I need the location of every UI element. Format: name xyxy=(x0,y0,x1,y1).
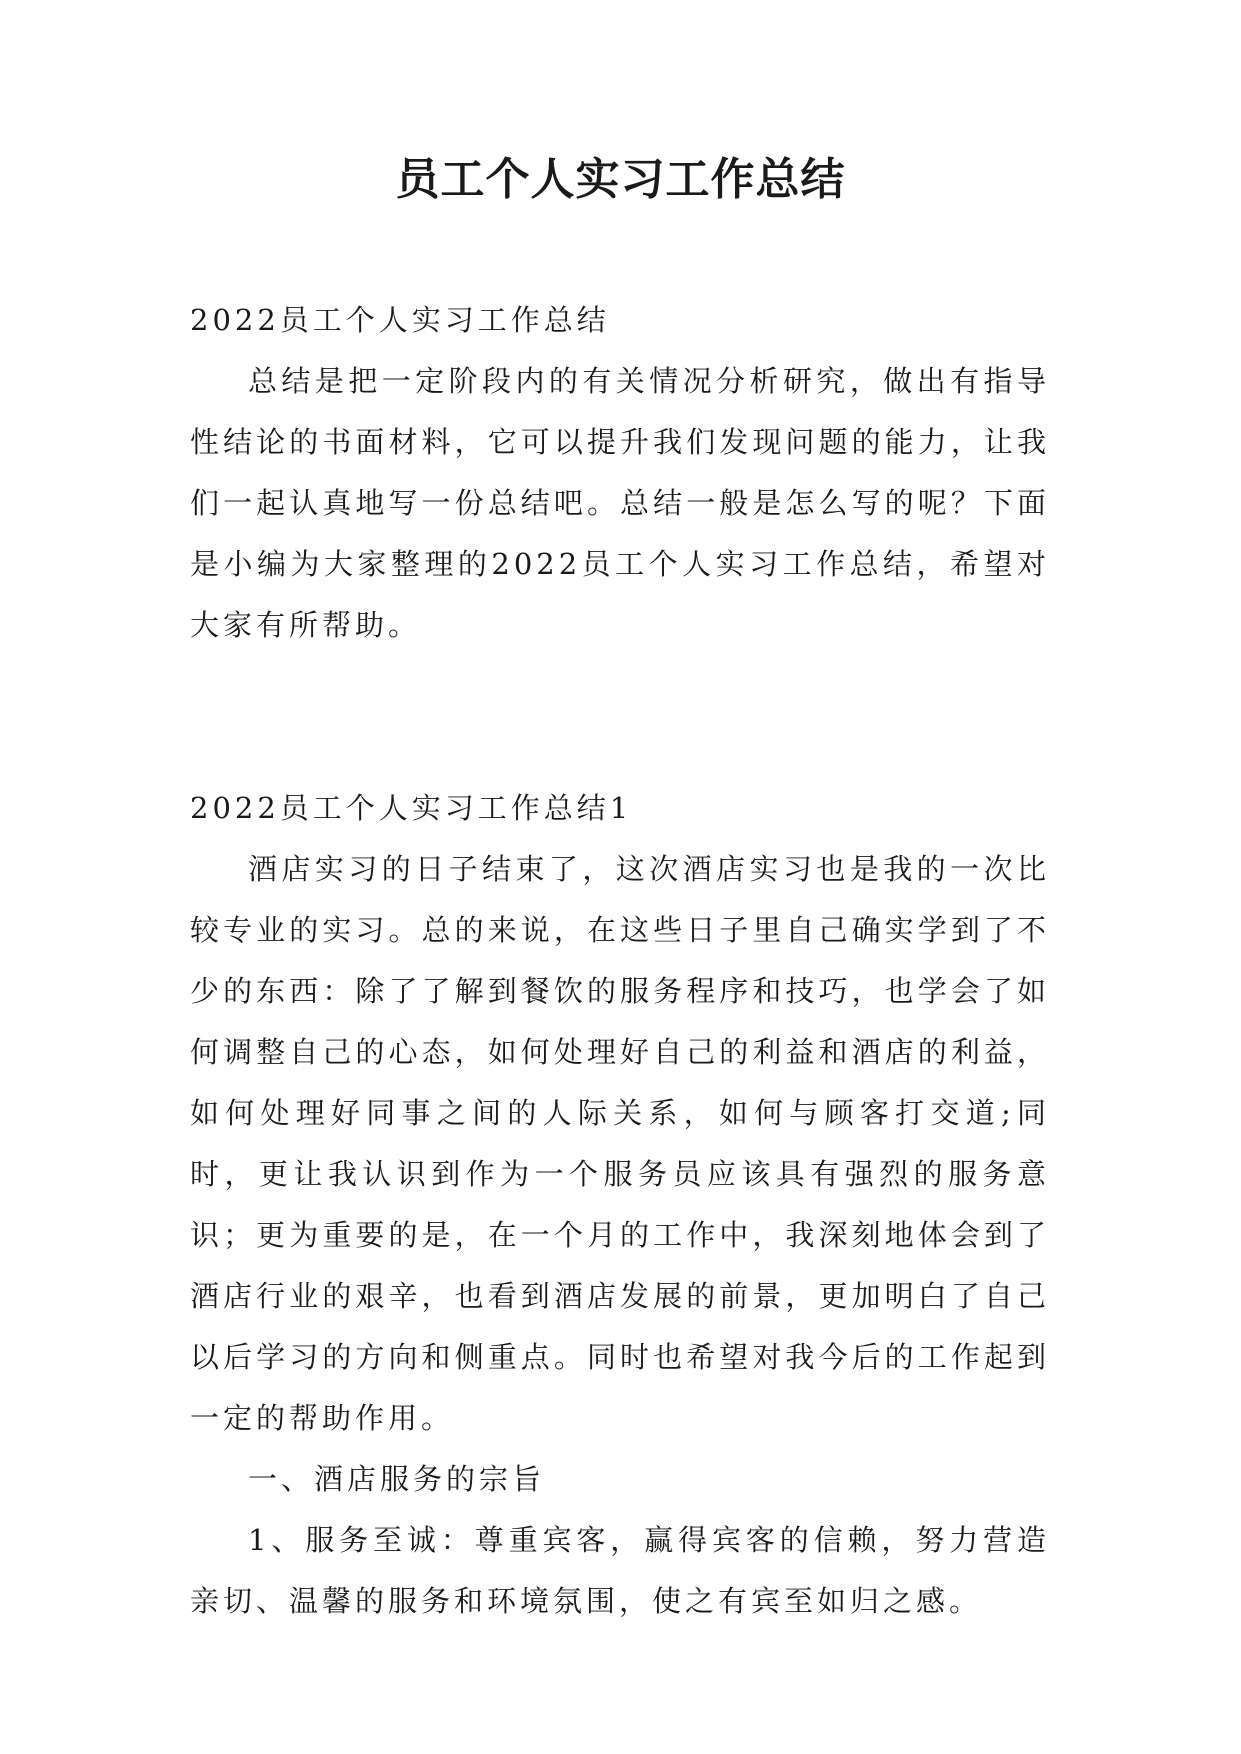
document-title: 员工个人实习工作总结 xyxy=(395,154,846,205)
section-paragraph: 酒店实习的日子结束了，这次酒店实习也是我的一次比较专业的实习。总的来说，在这些日子里自己确实学到了不少的东西：除了了解到餐饮的服务程序和技巧，也学会了如何调整自己的心态，如何处理好自己的利益和酒店的利益，如何处理好同事之间的人际关系，如何与顾客打交道;同时，更让我认识到作为一个服务员应该具有强烈的服务意识；更为重要的是，在一个月的工作中，我深刻地体会到了酒店行业的艰辛，也看到酒店发展的前景，更加明白了自己以后学习的方向和侧重点。同时也希望对我今后的工作起到一定的帮助作用。 xyxy=(190,852,1050,1435)
point-item-1: 1、服务至诚：尊重宾客，赢得宾客的信赖，努力营造亲切、温馨的服务和环境氛围，使之有宾至如归之感。 xyxy=(190,1523,1050,1618)
intro-paragraph: 总结是把一定阶段内的有关情况分析研究，做出有指导性结论的书面材料，它可以提升我们发现问题的能力，让我们一起认真地写一份总结吧。总结一般是怎么写的呢？下面是小编为大家整理的2022员工个人实习工作总结，希望对大家有所帮助。 xyxy=(190,364,1050,642)
section-spacer xyxy=(190,656,1050,778)
point-heading: 一、酒店服务的宗旨 xyxy=(248,1462,546,1496)
section-heading: 2022员工个人实习工作总结1 xyxy=(190,791,633,825)
intro-heading: 2022员工个人实习工作总结 xyxy=(190,303,610,337)
document-body xyxy=(190,290,1050,1632)
